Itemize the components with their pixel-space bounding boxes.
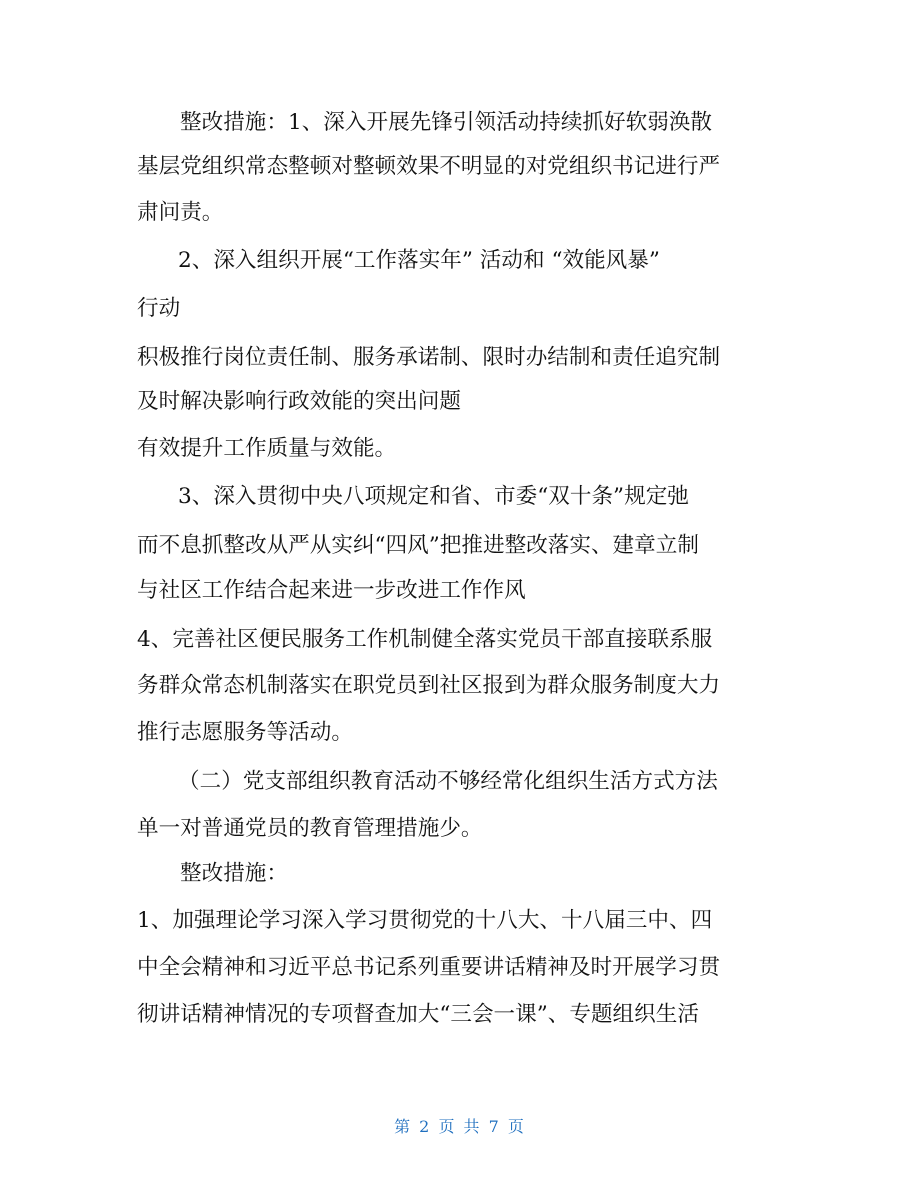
text-line: （二）党支部组织教育活动不够经常化组织生活方式方法 [178,769,718,794]
text-line: 务群众常态机制落实在职党员到社区报到为群众服务制度大力 [137,673,721,698]
text-line: 行动 [137,296,181,321]
text-line: 而不息抓整改从严从实纠“四风”把推进整改落实、建章立制 [137,533,699,558]
text-line: 积极推行岗位责任制、服务承诺制、限时办结制和责任追究制 [137,345,721,370]
text-line: 彻讲话精神情况的专项督查加大“三会一课”、专题组织生活 [137,1002,699,1027]
text-line: 4、完善社区便民服务工作机制健全落实党员干部直接联系服 [137,627,713,652]
text-line: 推行志愿服务等活动。 [137,720,353,745]
text-line: 有效提升工作质量与效能。 [137,436,397,461]
text-line: 基层党组织常态整顿对整顿效果不明显的对党组织书记进行严 [137,154,721,179]
text-line: 2、深入组织开展“工作落实年” 活动和 “效能风暴” [178,248,660,273]
text-line: 中全会精神和习近平总书记系列重要讲话精神及时开展学习贯 [137,955,721,980]
text-line: 及时解决影响行政效能的突出问题 [137,389,461,414]
text-line: 3、深入贯彻中央八项规定和省、市委“双十条”规定弛 [178,484,689,509]
text-line: 单一对普通党员的教育管理措施少。 [137,816,483,841]
text-line: 整改措施：1、深入开展先锋引领活动持续抓好软弱涣散 [180,110,712,135]
text-line: 肃问责。 [137,200,224,225]
text-line: 与社区工作结合起来进一步改进工作作风 [137,578,526,603]
page-number: 第 2 页 共 7 页 [394,1117,526,1136]
text-line: 1、加强理论学习深入学习贯彻党的十八大、十八届三中、四 [137,908,713,933]
text-line: 整改措施： [180,861,288,886]
